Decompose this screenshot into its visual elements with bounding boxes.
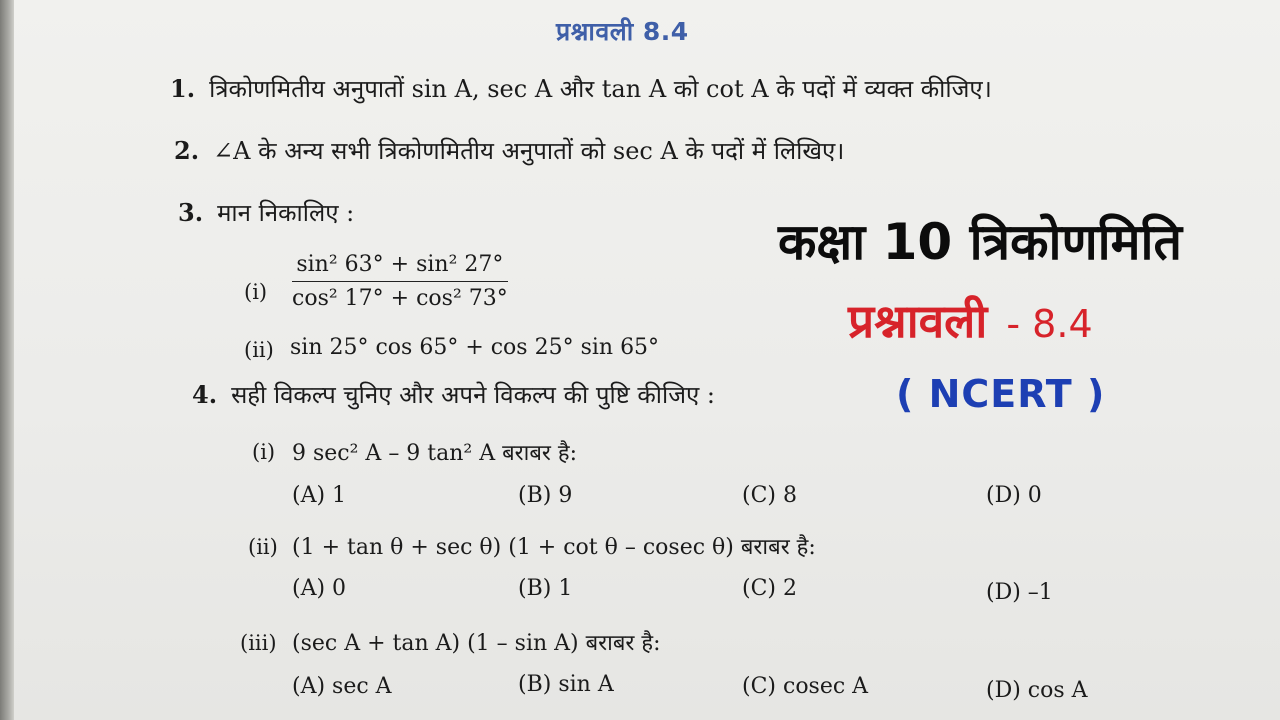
question-1 [170, 74, 992, 104]
fraction-denominator: cos² 17° + cos² 73° [292, 286, 508, 311]
option-b: (B) 1 [518, 576, 573, 601]
exercise-heading: प्रश्नावली 8.4 [556, 17, 689, 46]
option-d: (D) cos A [986, 678, 1088, 703]
option-b: (B) sin A [518, 672, 614, 697]
option-a: (A) sec A [292, 674, 392, 699]
question-number: 1. [170, 74, 196, 103]
question-text: ∠A के अन्य सभी त्रिकोणमितीय अनुपातों को sec A के पदों में लिखिए। [213, 137, 845, 165]
part-label: (iii) [240, 631, 277, 655]
part-label: (ii) [248, 535, 278, 559]
question-4 [192, 380, 715, 410]
part-label: (i) [244, 280, 268, 304]
question-text: त्रिकोणमितीय अनुपातों sin A, sec A और tan A को cot A के पदों में व्यक्त कीजिए। [209, 75, 992, 103]
part-question-text: (1 + tan θ + sec θ) (1 + cot θ – cosec θ) बराबर है: [292, 535, 816, 560]
question-number: 4. [192, 380, 218, 409]
option-c: (C) cosec A [742, 674, 869, 699]
overlay-subtitle-hindi: प्रश्नावली [848, 294, 988, 348]
part-question-text: (sec A + tan A) (1 – sin A) बराबर है: [292, 631, 661, 656]
part-question-text: 9 sec² A – 9 tan² A बराबर है: [292, 441, 578, 466]
part-label: (i) [252, 440, 276, 464]
question-text: मान निकालिए : [217, 199, 355, 227]
question-3 [178, 198, 354, 228]
option-d: (D) 0 [986, 483, 1042, 508]
option-c: (C) 8 [742, 483, 797, 508]
question-text: सही विकल्प चुनिए और अपने विकल्प की पुष्टि कीजिए : [231, 381, 715, 409]
overlay-subtitle-number: - 8.4 [1006, 302, 1093, 346]
overlay-subtitle [848, 288, 1093, 365]
overlay-title: कक्षा 10 त्रिकोणमिति [778, 213, 1182, 271]
option-b: (B) 9 [518, 483, 573, 508]
question-number: 3. [178, 198, 204, 227]
option-d: (D) –1 [986, 580, 1053, 605]
overlay-ncert-tag: ( NCERT ) [896, 372, 1106, 416]
option-a: (A) 1 [292, 483, 347, 508]
expression-text: sin 25° cos 65° + cos 25° sin 65° [290, 335, 660, 360]
option-c: (C) 2 [742, 576, 797, 601]
question-number: 2. [174, 136, 200, 165]
question-2 [174, 136, 844, 166]
page-edge-shadow [0, 0, 14, 720]
part-label: (ii) [244, 338, 274, 362]
fraction-expression [292, 252, 508, 311]
fraction-numerator: sin² 63° + sin² 27° [292, 252, 508, 282]
option-a: (A) 0 [292, 576, 347, 601]
